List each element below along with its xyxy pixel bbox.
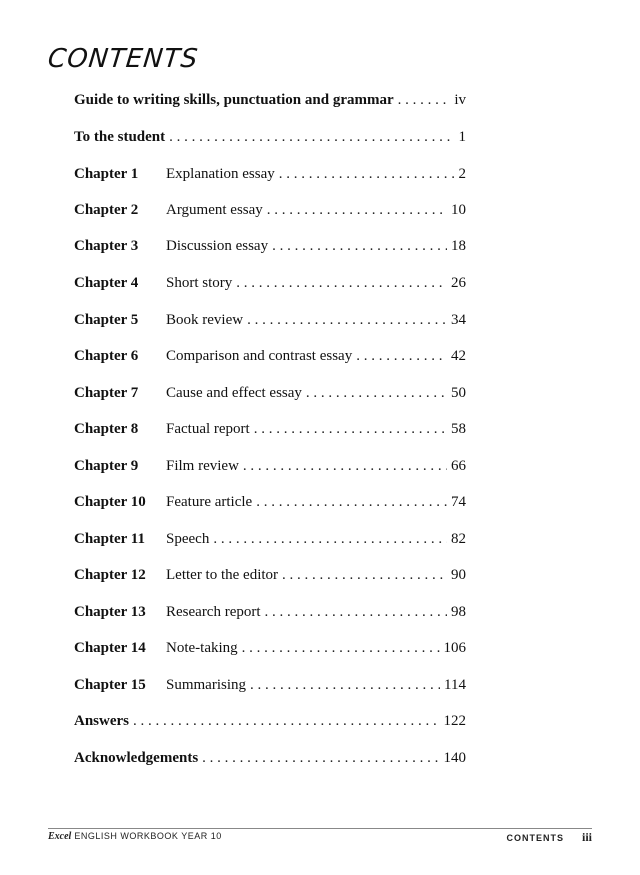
dot-leader [398,88,451,112]
toc-entry-page: 18 [451,238,466,254]
toc-entry-label: Chapter 5 [74,312,139,328]
toc-entry [74,234,466,258]
footer-section-name: CONTENTS [506,833,564,843]
toc-entry-page: 140 [443,750,466,766]
toc-entry-label: To the student [74,129,166,145]
footer-book-name: ENGLISH WORKBOOK YEAR 10 [74,831,222,841]
toc-entry-title: Explanation essay [166,166,275,182]
toc-entry-title: Film review [166,458,239,474]
dot-leader [242,636,440,660]
toc-entry [74,490,466,514]
dot-leader [213,527,447,551]
dot-leader [250,673,440,697]
toc-entry-title: Research report [166,604,261,620]
toc-entry [74,417,466,441]
toc-entry [74,381,466,405]
toc-entry-page: 82 [451,531,466,547]
dot-leader [254,417,447,441]
toc-entry-label: Chapter 14 [74,640,146,656]
toc-entry-page: 1 [458,129,466,145]
toc-entry [74,271,466,295]
dot-leader [243,454,447,478]
toc-entry [74,600,466,624]
toc-entry [74,746,466,770]
toc-entry-page: 58 [451,421,466,437]
toc-entry [74,527,466,551]
toc-entry-label: Chapter 3 [74,238,139,254]
toc-entry-label: Chapter 11 [74,531,145,547]
footer-book-title [48,831,222,842]
toc-entry-page: 26 [451,275,466,291]
toc-entry [74,125,466,149]
toc-entry-title: Speech [166,531,210,547]
toc-entry-title: Book review [166,312,244,328]
toc-entry-label: Guide to writing skills, punctuation and grammar [74,92,394,108]
dot-leader [247,308,447,332]
toc-entry-label: Chapter 12 [74,567,146,583]
toc-entry-page: 90 [451,567,466,583]
dot-leader [306,381,447,405]
toc-entry-label: Chapter 1 [74,166,139,182]
toc-entry-label: Acknowledgements [74,750,199,766]
toc-entry [74,162,466,186]
toc-entry-title: Factual report [166,421,250,437]
dot-leader [265,600,447,624]
toc-entry-title: Argument essay [166,202,263,218]
toc-entry-page: 114 [444,677,466,693]
dot-leader [282,563,447,587]
dot-leader [272,234,447,258]
toc-entry-label: Chapter 15 [74,677,146,693]
toc-entry-page: 106 [443,640,466,656]
toc-entry-title: Cause and effect essay [166,385,302,401]
footer-page-number: iii [581,830,592,844]
dot-leader [356,344,447,368]
toc-entry-page: 34 [451,312,466,328]
toc-entry-page: 2 [458,166,466,182]
toc-entry-page: 10 [451,202,466,218]
toc-entry-label: Chapter 10 [74,494,146,510]
toc-entry-title: Letter to the editor [166,567,279,583]
toc-entry [74,563,466,587]
dot-leader [133,709,440,733]
toc-entry-page: 98 [451,604,466,620]
toc-entry [74,454,466,478]
toc-entry [74,198,466,222]
toc-entry-title: Note-taking [166,640,238,656]
toc-entry-label: Chapter 9 [74,458,139,474]
toc-entry-title: Comparison and contrast essay [166,348,353,364]
dot-leader [267,198,447,222]
toc-entry [74,344,466,368]
toc-entry-title: Discussion essay [166,238,269,254]
toc-entry-page: 122 [443,713,466,729]
dot-leader [236,271,447,295]
toc-entry-title: Short story [166,275,233,291]
toc-entry [74,673,466,697]
footer-divider [48,828,592,829]
toc-entry-label: Chapter 13 [74,604,146,620]
page-title: CONTENTS [46,44,200,74]
dot-leader [169,125,454,149]
footer-section [506,830,592,845]
toc-entry-page: iv [454,92,466,108]
dot-leader [202,746,439,770]
toc-entry-page: 74 [451,494,466,510]
toc-entry-title: Summarising [166,677,247,693]
toc-entry [74,709,466,733]
toc-entry [74,88,466,112]
toc-entry-label: Chapter 6 [74,348,139,364]
toc-entry-title: Feature article [166,494,253,510]
toc-entry-page: 50 [451,385,466,401]
toc-entry [74,636,466,660]
dot-leader [279,162,455,186]
toc-entry-label: Answers [74,713,129,729]
toc-entry [74,308,466,332]
toc-entry-page: 42 [451,348,466,364]
toc-entry-page: 66 [451,458,466,474]
toc-entry-label: Chapter 7 [74,385,139,401]
dot-leader [256,490,447,514]
footer-brand: Excel [48,831,72,842]
toc-entry-label: Chapter 4 [74,275,139,291]
toc-entry-label: Chapter 8 [74,421,139,437]
toc-entry-label: Chapter 2 [74,202,139,218]
